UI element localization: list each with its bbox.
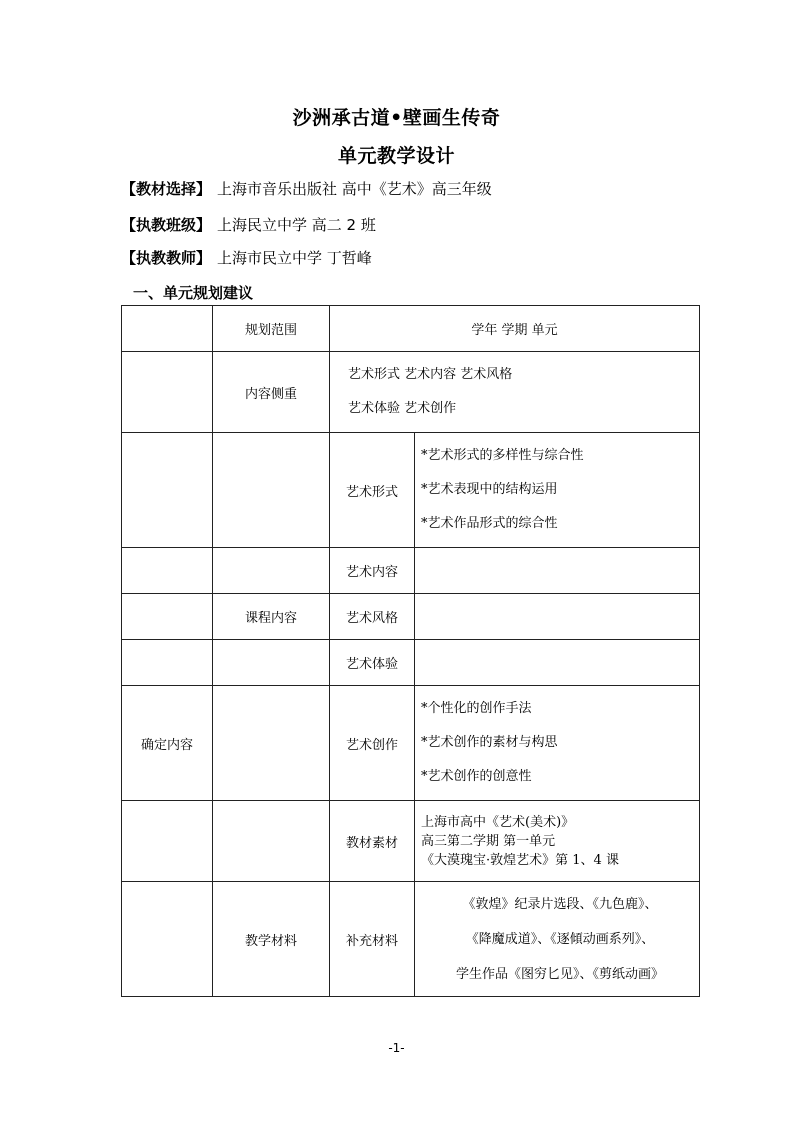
table-row xyxy=(122,548,700,594)
table-row xyxy=(122,882,700,997)
page-number: -1- xyxy=(388,1041,405,1055)
meta-value: 上海民立中学 高二 2 班 xyxy=(217,216,376,234)
supplement-line: 《敦煌》纪录片选段、《九色鹿》、 xyxy=(462,896,658,912)
table-cell-empty xyxy=(415,548,700,594)
table-cell-empty xyxy=(122,433,213,548)
course-item-point: *艺术表现中的结构运用 xyxy=(421,482,558,497)
textbook-material-details xyxy=(415,801,700,882)
meta-class xyxy=(121,214,376,235)
content-focus-line: 艺术形式 艺术内容 艺术风格 xyxy=(348,367,513,382)
course-item-point: *艺术创作的素材与构思 xyxy=(421,735,558,750)
table-cell-empty xyxy=(122,640,213,686)
unit-planning-table xyxy=(121,305,700,997)
table-cell-empty xyxy=(122,548,213,594)
course-content-label: 课程内容 xyxy=(213,594,330,640)
section-heading: 一、单元规划建议 xyxy=(133,284,254,302)
table-cell-empty xyxy=(415,640,700,686)
table-cell-empty xyxy=(122,352,213,433)
table-row xyxy=(122,640,700,686)
determine-content-label: 确定内容 xyxy=(122,686,213,801)
course-item-details xyxy=(415,686,700,801)
meta-value: 上海市民立中学 丁哲峰 xyxy=(217,249,372,267)
header-period: 学年 学期 单元 xyxy=(330,306,700,352)
course-item-name: 艺术内容 xyxy=(330,548,415,594)
course-item-name: 艺术风格 xyxy=(330,594,415,640)
table-cell-empty xyxy=(213,433,330,548)
content-focus-label: 内容侧重 xyxy=(213,352,330,433)
supplement-line: 学生作品《图穷匕见》、《剪纸动画》 xyxy=(456,966,665,982)
course-item-name: 艺术创作 xyxy=(330,686,415,801)
meta-teacher xyxy=(121,247,372,268)
meta-textbook xyxy=(121,178,492,199)
course-item-point: *个性化的创作手法 xyxy=(421,701,532,716)
table-row xyxy=(122,352,700,433)
table-cell-empty xyxy=(122,882,213,997)
textbook-line: 《大漠瑰宝·敦煌艺术》第 1、4 课 xyxy=(421,852,619,868)
textbook-line: 高三第二学期 第一单元 xyxy=(421,833,556,849)
table-cell-empty xyxy=(213,801,330,882)
course-item-name: 艺术体验 xyxy=(330,640,415,686)
course-item-point: *艺术创作的创意性 xyxy=(421,769,532,784)
table-cell-empty xyxy=(122,306,213,352)
textbook-material-label: 教材素材 xyxy=(330,801,415,882)
table-cell-empty xyxy=(122,594,213,640)
meta-value: 上海市音乐出版社 高中《艺术》高三年级 xyxy=(217,180,492,198)
supplement-line: 《降魔成道》、《逐傾动画系列》、 xyxy=(465,931,655,947)
header-planning-range: 规划范围 xyxy=(213,306,330,352)
supplementary-material-label: 补充材料 xyxy=(330,882,415,997)
table-cell-empty xyxy=(122,801,213,882)
textbook-line: 上海市高中《艺术(美术)》 xyxy=(421,814,575,830)
table-cell-empty xyxy=(213,640,330,686)
table-row xyxy=(122,306,700,352)
table-row xyxy=(122,686,700,801)
document-subtitle: 单元教学设计 xyxy=(337,145,455,167)
table-row xyxy=(122,594,700,640)
content-focus-line: 艺术体验 艺术创作 xyxy=(348,401,457,416)
table-cell-empty xyxy=(415,594,700,640)
table-row xyxy=(122,433,700,548)
teaching-materials-label: 教学材料 xyxy=(213,882,330,997)
table-cell-empty xyxy=(213,686,330,801)
course-item-point: *艺术作品形式的综合性 xyxy=(421,516,558,531)
table-cell-empty xyxy=(213,548,330,594)
course-item-name: 艺术形式 xyxy=(330,433,415,548)
meta-label: 【教材选择】 xyxy=(121,180,212,198)
document-title: 沙洲承古道•壁画生传奇 xyxy=(292,107,501,129)
meta-label: 【执教班级】 xyxy=(121,216,212,234)
content-focus-value xyxy=(330,352,700,433)
course-item-details xyxy=(415,433,700,548)
course-item-point: *艺术形式的多样性与综合性 xyxy=(421,448,584,463)
meta-label: 【执教教师】 xyxy=(121,249,212,267)
table-row xyxy=(122,801,700,882)
supplementary-material-details xyxy=(415,882,700,997)
